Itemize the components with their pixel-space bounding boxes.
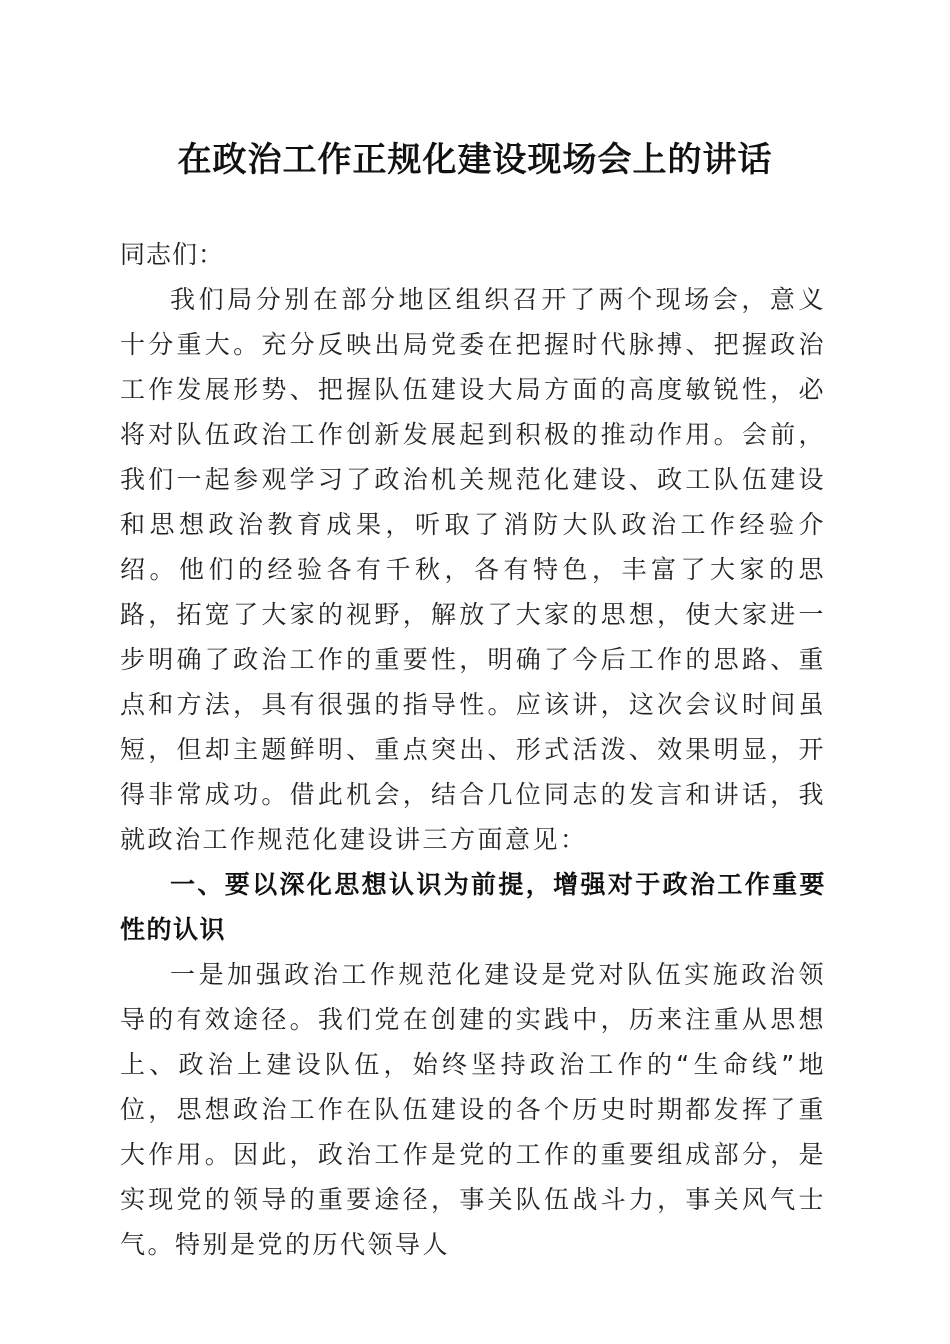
document-title: 在政治工作正规化建设现场会上的讲话 [177,140,773,180]
salutation: 同志们： [120,240,225,269]
document-body [120,232,826,1267]
point-1-paragraph: 一是加强政治工作规范化建设是党对队伍实施政治领导的有效途径。我们党在创建的实践中，历来注重从思想上、政治上建设队伍，始终坚持政治工作的“生命线”地位，思想政治工作在队伍建设的各个历史时期都发挥了重大作用。因此，政治工作是党的工作的重要组成部分，是实现党的领导的重要途径，事关队伍战斗力，事关风气士气。特别是党的历代领导人 [120,960,826,1259]
intro-paragraph: 我们局分别在部分地区组织召开了两个现场会，意义十分重大。充分反映出局党委在把握时代脉搏、把握政治工作发展形势、把握队伍建设大局方面的高度敏锐性，必将对队伍政治工作创新发展起到积极的推动作用。会前，我们一起参观学习了政治机关规范化建设、政工队伍建设和思想政治教育成果，听取了消防大队政治工作经验介绍。他们的经验各有千秋，各有特色，丰富了大家的思路，拓宽了大家的视野，解放了大家的思想，使大家进一步明确了政治工作的重要性，明确了今后工作的思路、重点和方法，具有很强的指导性。应该讲，这次会议时间虽短，但却主题鲜明、重点突出、形式活泼、效果明显，开得非常成功。借此机会，结合几位同志的发言和讲话，我就政治工作规范化建设讲三方面意见： [120,285,826,854]
section-heading-1: 一、要以深化思想认识为前提，增强对于政治工作重要性的认识 [120,870,826,944]
